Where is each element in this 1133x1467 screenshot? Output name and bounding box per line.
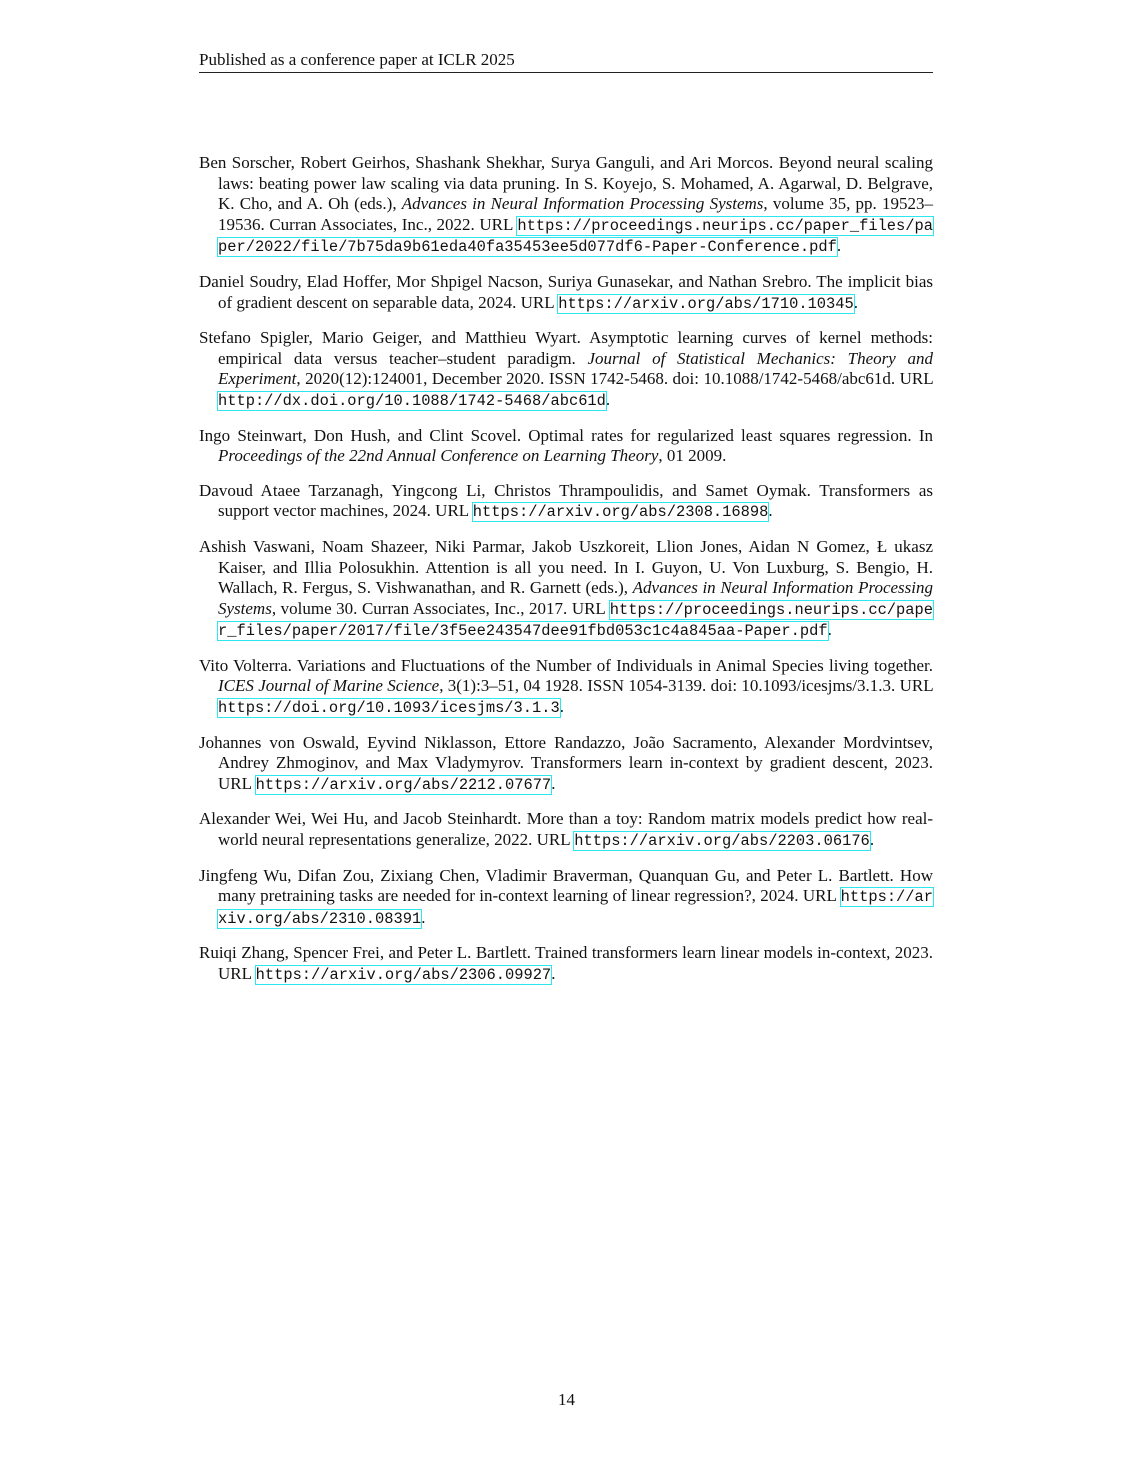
running-header: Published as a conference paper at ICLR 2025 — [199, 49, 933, 73]
reference-url-link[interactable]: http://dx.doi.org/10.1088/1742-5468/abc61d — [218, 391, 606, 410]
reference-item: Vito Volterra. Variations and Fluctuations of the Number of Individuals in Animal Species living together. ICES Journal of Marine Science, 3(1):3–51, 04 1928. ISSN 1054-3139. doi: 10.1093/icesjms/3.1.3. URL https://doi.org/10.1093/icesjms/3.1.3. — [199, 655, 933, 718]
reference-url-link[interactable]: https://arxiv.org/abs/2203.06176 — [574, 832, 870, 851]
reference-item: Davoud Ataee Tarzanagh, Yingcong Li, Christos Thrampoulidis, and Samet Oymak. Transformers as support vector machines, 2024. URL https://arxiv.org/abs/2308.16898. — [199, 480, 933, 522]
reference-url-link[interactable]: https://arxiv.org/abs/2212.07677 — [255, 775, 552, 794]
reference-item: Ben Sorscher, Robert Geirhos, Shashank Shekhar, Surya Ganguli, and Ari Morcos. Beyond neural scaling laws: beating power law scaling via data pruning. In S. Koyejo, S. Mohamed, A. Agarwal, D. Belgrave, K. Cho, and A. Oh (eds.), Advances in Neural Information Processing Systems, volume 35, pp. 19523–19536. Curran Associates, Inc., 2022. URL https://proceedings.neurips.cc/paper_files/paper/2022/file/7b75da9b61eda40fa35453ee5d077df6-Paper-Conference.pdf. — [199, 153, 933, 257]
reference-item: Johannes von Oswald, Eyvind Niklasson, Ettore Randazzo, João Sacramento, Alexander Mordvintsev, Andrey Zhmoginov, and Max Vladymyrov. Transformers learn in-context by gradient descent, 2023. URL https://arxiv.org/abs/2212.07677. — [199, 732, 933, 794]
references-list — [199, 153, 933, 1000]
reference-item: Ingo Steinwart, Don Hush, and Clint Scovel. Optimal rates for regularized least squares regression. In Proceedings of the 22nd Annual Conference on Learning Theory, 01 2009. — [199, 425, 933, 466]
reference-item: Ruiqi Zhang, Spencer Frei, and Peter L. Bartlett. Trained transformers learn linear models in-context, 2023. URL https://arxiv.org/abs/2306.09927. — [199, 943, 933, 984]
reference-url-link[interactable]: https://arxiv.org/abs/1710.10345 — [558, 294, 854, 313]
reference-url-link[interactable]: https://arxiv.org/abs/2306.09927 — [255, 966, 552, 984]
reference-item: Daniel Soudry, Elad Hoffer, Mor Shpigel Nacson, Suriya Gunasekar, and Nathan Srebro. The implicit bias of gradient descent on separable data, 2024. URL https://arxiv.org/abs/1710.10345. — [199, 271, 933, 313]
reference-item: Jingfeng Wu, Difan Zou, Zixiang Chen, Vladimir Braverman, Quanquan Gu, and Peter L. Bartlett. How many pretraining tasks are needed for in-context learning of linear regression?, 2024. URL https://arxiv.org/abs/2310.08391. — [199, 865, 933, 928]
reference-url-link[interactable]: https://arxiv.org/abs/2310.08391 — [218, 888, 933, 928]
reference-item: Stefano Spigler, Mario Geiger, and Matthieu Wyart. Asymptotic learning curves of kernel methods: empirical data versus teacher–student paradigm. Journal of Statistical Mechanics: Theory and Experiment, 2020(12):124001, December 2020. ISSN 1742-5468. doi: 10.1088/1742-5468/abc61d. URL http://dx.doi.org/10.1088/1742-5468/abc61d. — [199, 328, 933, 410]
reference-url-link[interactable]: https://doi.org/10.1093/icesjms/3.1.3 — [218, 699, 560, 718]
reference-url-link[interactable]: https://proceedings.neurips.cc/paper_files/paper/2017/file/3f5ee243547dee91fbd053c1c4a845aa-Paper.pdf — [218, 600, 933, 641]
reference-url-link[interactable]: https://arxiv.org/abs/2308.16898 — [472, 503, 769, 522]
reference-url-link[interactable]: https://proceedings.neurips.cc/paper_files/paper/2022/file/7b75da9b61eda40fa35453ee5d077df6-Paper-Conference.pdf — [218, 216, 933, 257]
page-number: 14 — [558, 1390, 575, 1409]
reference-item: Alexander Wei, Wei Hu, and Jacob Steinhardt. More than a toy: Random matrix models predict how real-world neural representations generalize, 2022. URL https://arxiv.org/abs/2203.06176. — [199, 809, 933, 851]
reference-item: Ashish Vaswani, Noam Shazeer, Niki Parmar, Jakob Uszkoreit, Llion Jones, Aidan N Gomez, Ł ukasz Kaiser, and Illia Polosukhin. Attention is all you need. In I. Guyon, U. Von Luxburg, S. Bengio, H. Wallach, R. Fergus, S. Vishwanathan, and R. Garnett (eds.), Advances in Neural Information Processing Systems, volume 30. Curran Associates, Inc., 2017. URL https://proceedings.neurips.cc/paper_files/paper/2017/file/3f5ee243547dee91fbd053c1c4a845aa-Paper.pdf. — [199, 536, 933, 641]
